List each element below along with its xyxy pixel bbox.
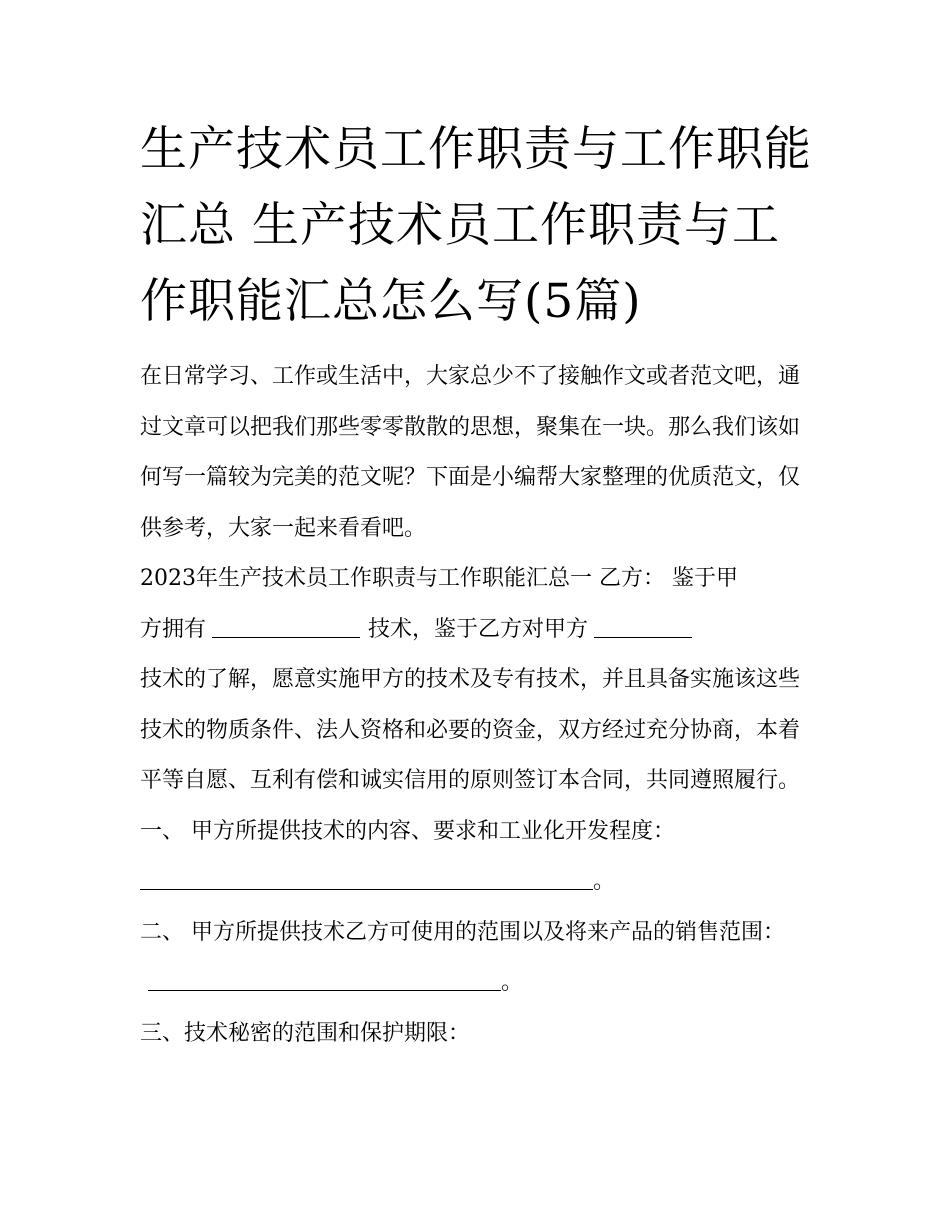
clause-2 xyxy=(140,908,820,1009)
body-paragraph: 技术的了解，愿意实施甲方的技术及专有技术，并且具备实施该这些技术的物质条件、法人资格和必要的资金，双方经过充分协商，本着平等自愿、互利有偿和诚实信用的原则签订本合同，共同遵照履行。 xyxy=(140,667,801,793)
clause-3: 三、技术秘密的范围和保护期限： xyxy=(140,1020,471,1046)
clause-1: 一、 甲方所提供技术的内容、要求和工业化开发程度： xyxy=(140,818,675,844)
blank-field-technology xyxy=(212,615,360,638)
document-content xyxy=(140,112,820,1059)
blank-fill-line xyxy=(140,605,820,656)
blank-field-party-a-technology xyxy=(594,615,692,638)
section-heading-line: 2023年生产技术员工作职责与工作职能汇总一 乙方： 鉴于甲 xyxy=(140,566,738,591)
line-part-b: 技术，鉴于乙方对甲方 xyxy=(368,616,589,642)
intro-paragraph: 在日常学习、工作或生活中，大家总少不了接触作文或者范文吧，通过文章可以把我们那些零零散散的思想，聚集在一块。那么我们该如何写一篇较为完美的范文呢？下面是小编帮大家整理的优质范文，仅供参考，大家一起来看看吧。 xyxy=(140,364,801,541)
blank-field-clause-1 xyxy=(140,867,593,890)
blank-field-clause-2 xyxy=(148,968,501,991)
document-title: 生产技术员工作职责与工作职能汇总 生产技术员工作职责与工作职能汇总怎么写(5篇) xyxy=(140,122,812,329)
line-part-a: 方拥有 xyxy=(140,616,207,642)
clause-2-end: 。 xyxy=(501,970,524,995)
clause-2-text: 二、 甲方所提供技术乙方可使用的范围以及将来产品的销售范围： xyxy=(140,919,785,945)
clause-1-blank-line xyxy=(140,857,820,908)
clause-1-end: 。 xyxy=(593,869,616,894)
